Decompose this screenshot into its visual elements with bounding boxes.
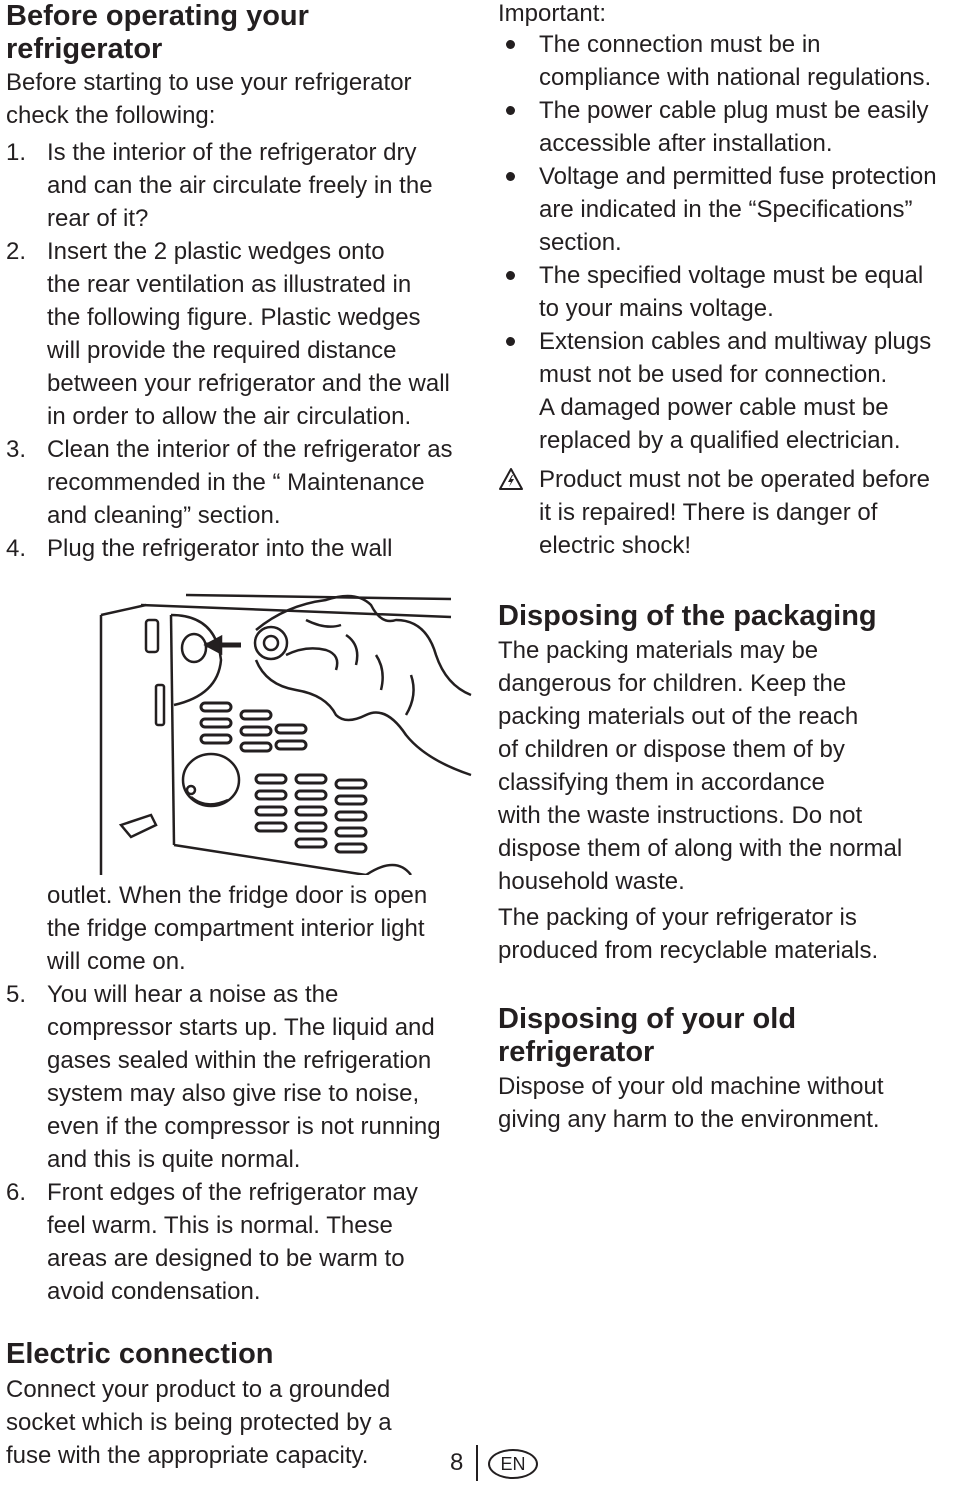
bullet-line: replaced by a qualified electrician. <box>539 427 901 454</box>
step-line: compressor starts up. The liquid and <box>47 1014 435 1041</box>
section-title-disposing-packaging: Disposing of the packaging <box>498 600 877 632</box>
electric-hazard-triangle-icon <box>498 467 524 491</box>
important-bullet-list <box>498 28 960 457</box>
step-number: 1. <box>6 139 27 166</box>
bullet-item <box>498 325 960 457</box>
disposing-packaging-paragraph-1 <box>498 634 902 898</box>
step-line: the fridge compartment interior light <box>47 915 425 942</box>
step-item-4-continued <box>6 879 476 978</box>
intro-line: Before starting to use your refrigerator <box>6 69 412 96</box>
step-line: the following figure. Plastic wedges <box>47 304 421 331</box>
step-line: areas are designed to be warm to <box>47 1245 405 1272</box>
step-line: and can the air circulate freely in the <box>47 172 433 199</box>
step-line: feel warm. This is normal. These <box>47 1212 393 1239</box>
step-line: the rear ventilation as illustrated in <box>47 271 412 298</box>
page-number: 8 <box>450 1449 464 1476</box>
bullet-line: must not be used for connection. <box>539 361 888 388</box>
step-item-4 <box>6 532 476 565</box>
intro-paragraph <box>6 66 412 132</box>
step-line: recommended in the “ Maintenance <box>47 469 425 496</box>
paragraph-line: packing materials out of the reach <box>498 703 859 730</box>
section-title-disposing-old-refrigerator <box>498 1003 796 1069</box>
paragraph-line: The packing materials may be <box>498 637 819 664</box>
title-line: refrigerator <box>6 33 163 65</box>
warning-line: it is repaired! There is danger of <box>539 499 878 526</box>
step-line: Is the interior of the refrigerator dry <box>47 139 417 166</box>
steps-list <box>6 136 476 565</box>
step-line: rear of it? <box>47 205 149 232</box>
step-line: system may also give rise to noise, <box>47 1080 420 1107</box>
bullet-line: The connection must be in <box>539 31 821 58</box>
step-item-3 <box>6 433 476 532</box>
step-number: 2. <box>6 238 27 265</box>
paragraph-line: of children or dispose them of by <box>498 736 845 763</box>
bullet-line: are indicated in the “Specifications” <box>539 196 913 223</box>
steps-list-continued <box>6 879 476 1308</box>
step-line: between your refrigerator and the wall <box>47 370 450 397</box>
step-line: will come on. <box>47 948 186 975</box>
bullet-line: Extension cables and multiway plugs <box>539 328 932 355</box>
step-item-2 <box>6 235 476 433</box>
bullet-icon <box>506 337 515 346</box>
title-line: Disposing of your old <box>498 1003 797 1035</box>
warning-line: electric shock! <box>539 532 692 559</box>
bullet-icon <box>506 106 515 115</box>
bullet-line: The specified voltage must be equal <box>539 262 924 289</box>
step-line: Clean the interior of the refrigerator as <box>47 436 453 463</box>
step-item-1 <box>6 136 476 235</box>
bullet-line: Voltage and permitted fuse protection <box>539 163 937 190</box>
bullet-item <box>498 259 960 325</box>
step-line: Front edges of the refrigerator may <box>47 1179 418 1206</box>
paragraph-line: dangerous for children. Keep the <box>498 670 847 697</box>
step-line: will provide the required distance <box>47 337 397 364</box>
step-number: 3. <box>6 436 27 463</box>
step-number: 4. <box>6 535 27 562</box>
disposing-packaging-paragraph-2 <box>498 901 878 967</box>
step-line: outlet. When the fridge door is open <box>47 882 428 909</box>
paragraph-line: with the waste instructions. Do not <box>498 802 863 829</box>
disposing-old-paragraph <box>498 1070 884 1136</box>
paragraph-line: The packing of your refrigerator is <box>498 904 857 931</box>
title-line: Before operating your <box>6 0 309 32</box>
step-line: Insert the 2 plastic wedges onto <box>47 238 385 265</box>
paragraph-line: fuse with the appropriate capacity. <box>6 1442 369 1469</box>
bullet-item <box>498 94 960 160</box>
bullet-icon <box>506 172 515 181</box>
bullet-icon <box>506 271 515 280</box>
step-item-5 <box>6 978 476 1176</box>
section-title-electric-connection: Electric connection <box>6 1338 274 1370</box>
warning-line: Product must not be operated before <box>539 466 930 493</box>
bullet-line: compliance with national regulations. <box>539 64 932 91</box>
paragraph-line: socket which is being protected by a <box>6 1409 392 1436</box>
step-line: Plug the refrigerator into the wall <box>47 535 393 562</box>
step-line: and cleaning” section. <box>47 502 281 529</box>
electric-connection-paragraph <box>6 1373 392 1472</box>
step-line: and this is quite normal. <box>47 1146 301 1173</box>
paragraph-line: giving any harm to the environment. <box>498 1106 880 1133</box>
paragraph-line: classifying them in accordance <box>498 769 825 796</box>
step-line: avoid condensation. <box>47 1278 261 1305</box>
bullet-line: A damaged power cable must be <box>539 394 889 421</box>
bullet-line: The power cable plug must be easily <box>539 97 929 124</box>
step-line: gases sealed within the refrigeration <box>47 1047 432 1074</box>
step-number: 6. <box>6 1179 27 1206</box>
bullet-icon <box>506 40 515 49</box>
plastic-wedge-installation-figure <box>6 575 476 875</box>
page-footer <box>450 1443 550 1483</box>
paragraph-line: household waste. <box>498 868 685 895</box>
paragraph-line: produced from recyclable materials. <box>498 937 879 964</box>
paragraph-line: Connect your product to a grounded <box>6 1376 391 1403</box>
step-item-6 <box>6 1176 476 1308</box>
important-label: Important: <box>498 0 607 27</box>
language-badge: EN <box>488 1449 538 1479</box>
bullet-line: to your mains voltage. <box>539 295 774 322</box>
intro-line: check the following: <box>6 102 216 129</box>
paragraph-line: Dispose of your old machine without <box>498 1073 884 1100</box>
step-line: You will hear a noise as the <box>47 981 339 1008</box>
section-title-before-operating <box>6 0 309 66</box>
bullet-item <box>498 28 960 94</box>
step-number: 5. <box>6 981 27 1008</box>
title-line: refrigerator <box>498 1036 655 1068</box>
footer-divider <box>476 1445 478 1481</box>
bullet-line: section. <box>539 229 622 256</box>
bullet-item <box>498 160 960 259</box>
bullet-line: accessible after installation. <box>539 130 833 157</box>
step-line: even if the compressor is not running <box>47 1113 441 1140</box>
paragraph-line: dispose them of along with the normal <box>498 835 903 862</box>
step-line: in order to allow the air circulation. <box>47 403 412 430</box>
